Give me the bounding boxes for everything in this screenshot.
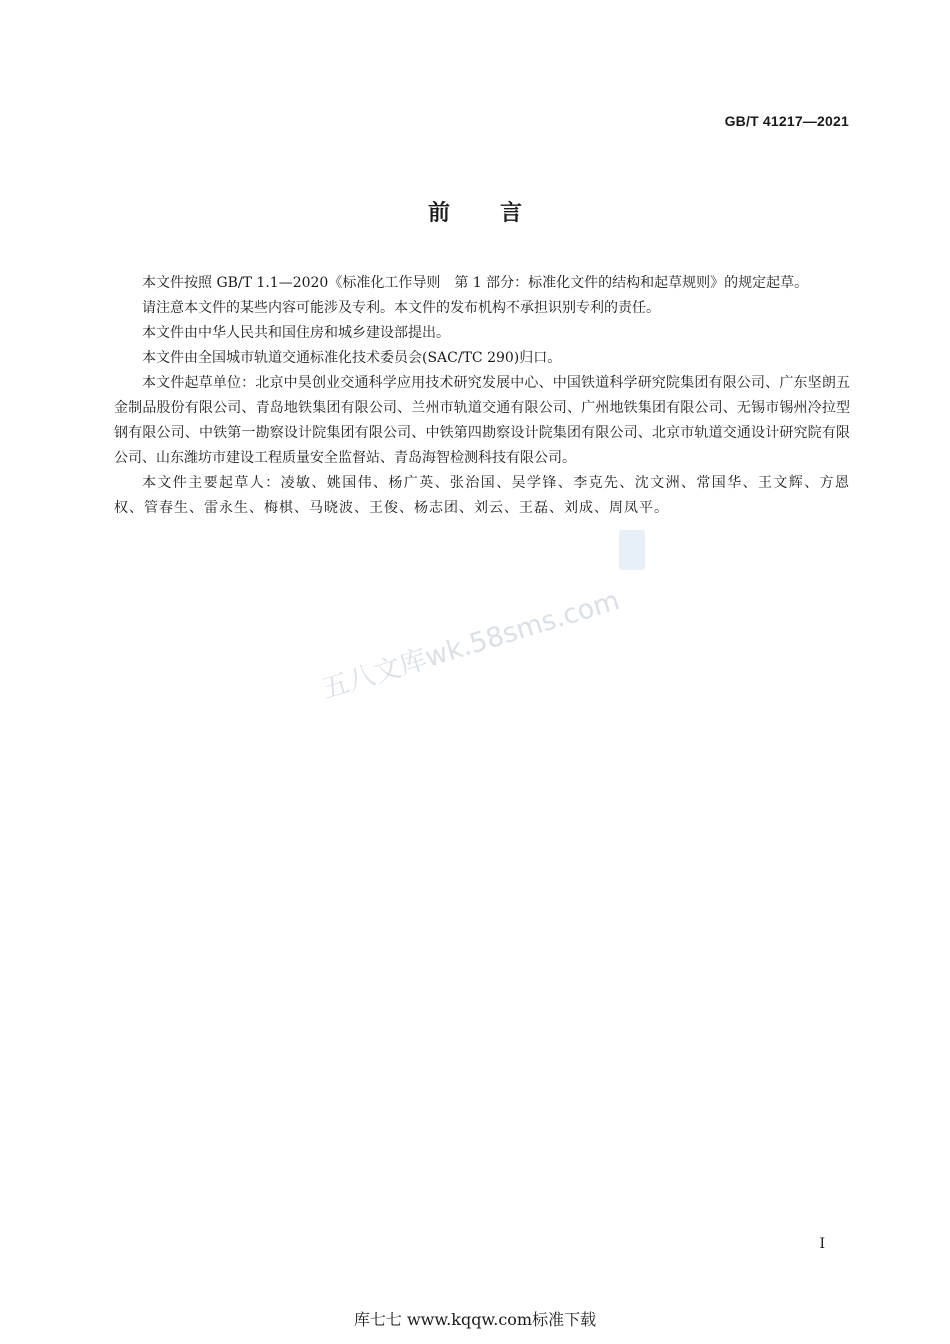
paragraph-drafting-units: 本文件起草单位：北京中昊创业交通科学应用技术研究发展中心、中国铁道科学研究院集团有限公司、广东坚朗五金制品股份有限公司、青岛地铁集团有限公司、兰州市轨道交通有限公司、广州地铁集团有限公司、无锡市锡州冷拉型钢有限公司、中铁第一勘察设计院集团有限公司、中铁第四勘察设计院集团有限公司、北京市轨道交通设计研究院有限公司、山东潍坊市建设工程质量安全监督站、青岛海智检测科技有限公司。 — [114, 375, 850, 466]
page-number: I — [819, 1236, 825, 1252]
watermark: 五八文库wk.58sms.com — [318, 585, 624, 706]
footer-source: 库七七 www.kqqw.com标准下载 — [353, 1310, 597, 1329]
paragraph-drafting-rules: 本文件按照 GB/T 1.1—2020《标准化工作导则 第 1 部分：标准化文件的结构和起草规则》的规定起草。 — [142, 275, 809, 291]
paragraph-committee: 本文件由全国城市轨道交通标准化技术委员会(SAC/TC 290)归口。 — [142, 350, 562, 366]
paragraph-main-drafters: 本文件主要起草人：凌敏、姚国伟、杨广英、张治国、吴学锋、李克先、沈文洲、常国华、王文辉、方恩权、管春生、雷永生、梅棋、马晓波、王俊、杨志团、刘云、王磊、刘成、周凤平。 — [114, 475, 850, 516]
watermark-mark — [619, 530, 645, 570]
paragraph-patent-notice: 请注意本文件的某些内容可能涉及专利。本文件的发布机构不承担识别专利的责任。 — [142, 300, 660, 316]
preface-body — [114, 271, 850, 521]
page-title: 前言 — [427, 201, 572, 226]
paragraph-proposer: 本文件由中华人民共和国住房和城乡建设部提出。 — [142, 325, 450, 341]
standard-number: GB/T 41217—2021 — [724, 113, 849, 129]
